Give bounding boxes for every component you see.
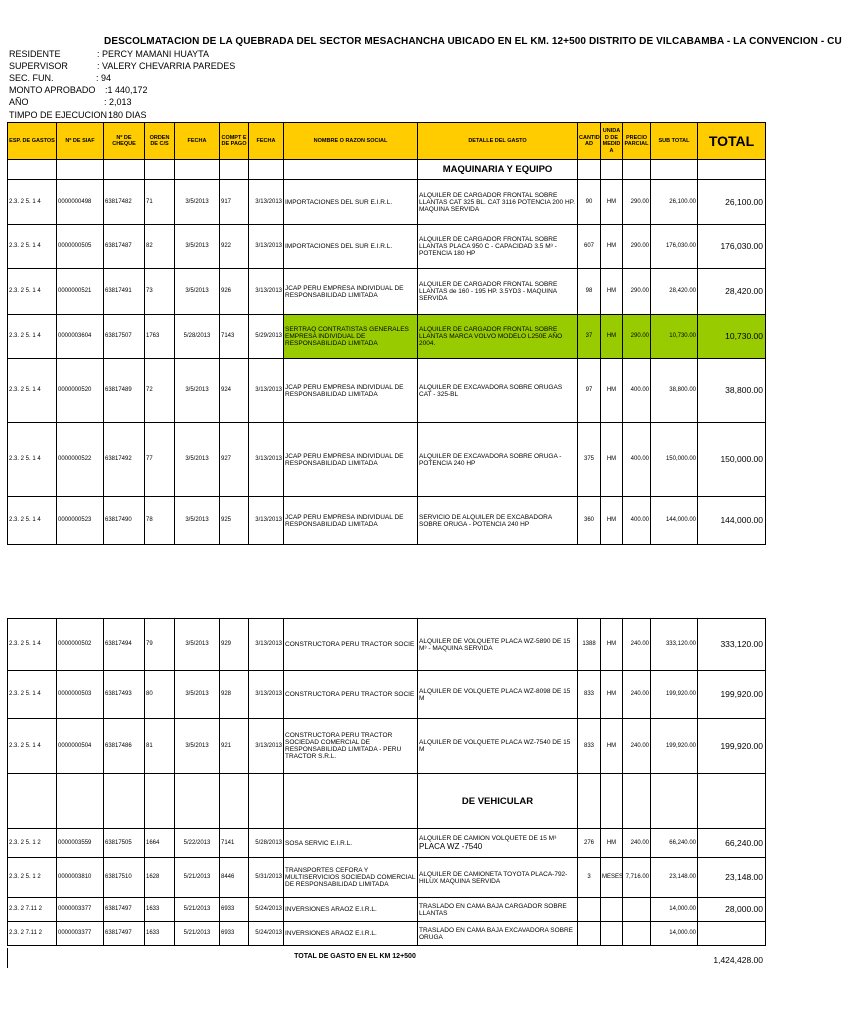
cell-subtotal: 26,100.00 [651,180,698,225]
vehicular-rows [8,829,766,946]
table-row [8,497,766,545]
cell-siaf: 0000000502 [57,619,104,671]
cell-cheque: 63817497 [104,922,145,946]
info-secfun [9,73,112,84]
cell-orden: 79 [145,619,175,671]
cell-unidad [601,922,623,946]
cell-subtotal: 150,000.00 [651,423,698,497]
header-siaf: Nº DE SIAF [57,123,104,160]
cell-nombre: SERTRAQ CONTRATISTAS GENERALES EMPRESA INDIVIDUAL DE RESPONSABILIDAD LIMITADA [284,315,418,359]
cell-esp: 2.3. 2 5. 1 2 [8,829,57,858]
cell-fecha-2: 5/29/2013 [249,315,284,359]
cell-cantidad: 833 [578,671,601,719]
table-row [8,898,766,922]
cell-esp: 2.3. 2 5. 1 4 [8,497,57,545]
cell-detalle [418,829,578,858]
cell-cantidad: 98 [578,269,601,315]
cell-precio [623,922,651,946]
cell-esp: 2.3. 2 5. 1 4 [8,359,57,423]
table-row [8,719,766,774]
cell-precio: 240.00 [623,719,651,774]
cell-orden: 73 [145,269,175,315]
tiempo-label: TIMPO DE EJECUCION : [9,110,113,120]
cell-fecha: 3/5/2013 [175,225,220,269]
header-cheque: Nº DE CHEQUE [104,123,145,160]
header-detalle: DETALLE DEL GASTO [418,123,578,160]
tiempo-value: 180 DIAS [108,110,147,120]
table-row [8,359,766,423]
cell-total: 333,120.00 [698,619,766,671]
cell-compte: 928 [220,671,249,719]
section-vehicular: DE VEHICULAR [418,774,578,829]
residente-value: : PERCY MAMANI HUAYTA [97,49,210,59]
table-row [8,858,766,898]
supervisor-label: SUPERVISOR [9,61,68,71]
cell-fecha-2: 5/24/2013 [249,922,284,946]
cell-fecha: 3/5/2013 [175,180,220,225]
cell-siaf: 0000000520 [57,359,104,423]
cell-unidad [601,898,623,922]
table-row [8,315,766,359]
cell-siaf: 0000003377 [57,898,104,922]
cell-fecha: 3/5/2013 [175,497,220,545]
cell-nombre: CONSTRUCTORA PERU TRACTOR SOCIE [284,619,418,671]
residente-label: RESIDENTE [9,49,61,59]
table-row [8,829,766,858]
table-row [8,922,766,946]
cell-compte: 7141 [220,829,249,858]
cell-detalle: SERVICIO DE ALQUILER DE EXCABADORA SOBRE ORUGA - POTENCIA 240 HP [418,497,578,545]
cell-total: 10,730.00 [698,315,766,359]
cell-esp: 2.3. 2 5. 1 2 [8,858,57,898]
cell-orden: 1664 [145,829,175,858]
cell-detalle: ALQUILER DE VOLQUETE PLACA WZ-7540 DE 15 M [418,719,578,774]
cell-esp: 2.3. 2 5. 1 4 [8,619,57,671]
cell-orden: 71 [145,180,175,225]
cell-fecha-2: 3/13/2013 [249,497,284,545]
cell-total: 26,100.00 [698,180,766,225]
cell-detalle: ALQUILER DE CARGADOR FRONTAL SOBRE LLANTAS de 160 - 195 HP. 3.5YD3 - MAQUINA SERVIDA [418,269,578,315]
cell-nombre: INVERSIONES ARAOZ E.I.R.L. [284,922,418,946]
cell-detalle: TRASLADO EN CAMA BAJA EXCAVADORA SOBRE ORUGA [418,922,578,946]
cell-fecha: 5/22/2013 [175,829,220,858]
cell-unidad: HM [601,225,623,269]
cell-precio: 400.00 [623,423,651,497]
table-row [8,619,766,671]
cell-cantidad: 37 [578,315,601,359]
volquete-rows [8,619,766,774]
cell-cantidad: 360 [578,497,601,545]
header-compte: COMPT E DE PAGO [220,123,249,160]
cell-cheque: 63817505 [104,829,145,858]
cell-cantidad: 97 [578,359,601,423]
monto-label: MONTO APROBADO [9,85,96,95]
expense-table-top [7,122,766,545]
maquinaria-rows [8,180,766,545]
cell-esp: 2.3. 2 5. 1 4 [8,671,57,719]
cell-orden: 72 [145,359,175,423]
cell-unidad: HM [601,359,623,423]
cell-precio [623,898,651,922]
cell-unidad: HM [601,719,623,774]
cell-total: 176,030.00 [698,225,766,269]
cell-precio: 290.00 [623,269,651,315]
header-orden: ORDEN DE C/S [145,123,175,160]
document-title: DESCOLMATACION DE LA QUEBRADA DEL SECTOR MESACHANCHA UBICADO EN EL KM. 12+500 DISTRITO DE VILCABAMBA - LA CONVENCION - CU [104,36,842,47]
secfun-value: : 94 [96,73,112,83]
cell-detalle: ALQUILER DE VOLQUETE PLACA WZ-5890 DE 15 M³ - MAQUINA SERVIDA [418,619,578,671]
secfun-label: SEC. FUN. [9,73,54,83]
cell-compte: 929 [220,619,249,671]
cell-fecha: 5/21/2013 [175,898,220,922]
cell-subtotal: 144,000.00 [651,497,698,545]
cell-total [698,922,766,946]
cell-siaf: 0000003559 [57,829,104,858]
cell-cantidad: 375 [578,423,601,497]
cell-cheque: 63817482 [104,180,145,225]
cell-unidad: HM [601,497,623,545]
cell-fecha-2: 3/13/2013 [249,359,284,423]
section-row-vehicular [8,774,766,829]
table-row [8,423,766,497]
cell-subtotal: 333,120.00 [651,619,698,671]
cell-siaf: 0000000523 [57,497,104,545]
cell-cantidad: 3 [578,858,601,898]
cell-nombre: JCAP PERU EMPRESA INDIVIDUAL DE RESPONSABILIDAD LIMITADA [284,423,418,497]
cell-detalle-placa: PLACA WZ -7540 [419,842,483,851]
cell-siaf: 0000003377 [57,922,104,946]
header-cantidad: CANTID AD [578,123,601,160]
cell-esp: 2.3. 2 7.11 2 [8,922,57,946]
cell-orden: 1633 [145,898,175,922]
header-fecha-2: FECHA [249,123,284,160]
cell-compte: 927 [220,423,249,497]
header-row [8,123,766,160]
cell-detalle: ALQUILER DE CARGADOR FRONTAL SOBRE LLANTAS CAT 325 BL. CAT 3116 POTENCIA 200 HP. MAQUINA SERVIDA [418,180,578,225]
cell-compte: 8446 [220,858,249,898]
cell-unidad: HM [601,180,623,225]
cell-siaf: 0000000498 [57,180,104,225]
cell-precio: 7,716.00 [623,858,651,898]
cell-esp: 2.3. 2 5. 1 4 [8,225,57,269]
cell-fecha-2: 5/28/2013 [249,829,284,858]
cell-cheque: 63817490 [104,497,145,545]
cell-esp: 2.3. 2 5. 1 4 [8,180,57,225]
cell-unidad: HM [601,619,623,671]
cell-nombre: JCAP PERU EMPRESA INDIVIDUAL DE RESPONSABILIDAD LIMITADA [284,359,418,423]
cell-cheque: 63817497 [104,898,145,922]
anio-value: : 2,013 [104,97,132,107]
info-anio [9,97,132,108]
cell-esp: 2.3. 2 5. 1 4 [8,719,57,774]
cell-detalle: ALQUILER DE EXCAVADORA SOBRE ORUGAS CAT - 325-BL [418,359,578,423]
info-monto [9,85,148,96]
cell-compte: 6933 [220,898,249,922]
cell-cheque: 63817486 [104,719,145,774]
cell-compte: 922 [220,225,249,269]
cell-cheque: 63817510 [104,858,145,898]
cell-compte: 7143 [220,315,249,359]
cell-cheque: 63817489 [104,359,145,423]
cell-subtotal: 199,920.00 [651,719,698,774]
cell-cheque: 63817494 [104,619,145,671]
cell-subtotal: 14,000.00 [651,922,698,946]
cell-precio: 400.00 [623,497,651,545]
cell-total: 150,000.00 [698,423,766,497]
cell-compte: 924 [220,359,249,423]
cell-nombre: TRANSPORTES CEFORA Y MULTISERVICIOS SOCIEDAD COMERCIAL DE RESPONSABILIDAD LIMITADA [284,858,418,898]
cell-subtotal: 38,800.00 [651,359,698,423]
cell-cheque: 63817492 [104,423,145,497]
cell-nombre: JCAP PERU EMPRESA INDIVIDUAL DE RESPONSABILIDAD LIMITADA [284,497,418,545]
cell-precio: 240.00 [623,619,651,671]
cell-detalle: ALQUILER DE EXCAVADORA SOBRE ORUGA - POTENCIA 240 HP [418,423,578,497]
cell-orden: 81 [145,719,175,774]
expense-table-bottom [7,618,766,946]
cell-fecha-2: 5/24/2013 [249,898,284,922]
cell-siaf: 0000003810 [57,858,104,898]
cell-esp: 2.3. 2 5. 1 4 [8,269,57,315]
info-supervisor [9,61,236,72]
cell-fecha-2: 5/31/2013 [249,858,284,898]
cell-esp: 2.3. 2 5. 1 4 [8,423,57,497]
cell-siaf: 0000000504 [57,719,104,774]
cell-nombre: IMPORTACIONES DEL SUR E.I.R.L. [284,225,418,269]
cell-cheque: 63817491 [104,269,145,315]
cell-cantidad: 276 [578,829,601,858]
cell-fecha: 3/5/2013 [175,719,220,774]
cell-nombre: INVERSIONES ARAOZ E.I.R.L. [284,898,418,922]
cell-unidad: HM [601,671,623,719]
cell-cantidad: 833 [578,719,601,774]
header-unidad: UNIDA D DE MEDID A [601,123,623,160]
cell-subtotal: 199,920.00 [651,671,698,719]
supervisor-value: : VALERY CHEVARRIA PAREDES [97,61,236,71]
cell-precio: 400.00 [623,359,651,423]
cell-fecha-2: 3/13/2013 [249,423,284,497]
cell-orden: 1763 [145,315,175,359]
cell-unidad: HM [601,829,623,858]
info-tiempo [9,110,147,121]
header-nombre: NOMBRE O RAZON SOCIAL [284,123,418,160]
left-border-line [7,948,8,968]
info-residente [9,49,210,60]
cell-nombre: JCAP PERU EMPRESA INDIVIDUAL DE RESPONSABILIDAD LIMITADA [284,269,418,315]
cell-compte: 926 [220,269,249,315]
cell-nombre: CONSTRUCTORA PERU TRACTOR SOCIEDAD COMERCIAL DE RESPONSABILIDAD LIMITADA - PERU TRACTOR S.R.L. [284,719,418,774]
table-row [8,269,766,315]
cell-precio: 290.00 [623,225,651,269]
cell-total: 199,920.00 [698,671,766,719]
cell-compte: 6933 [220,922,249,946]
cell-fecha-2: 3/13/2013 [249,619,284,671]
cell-cantidad [578,922,601,946]
table-row [8,671,766,719]
cell-detalle: ALQUILER DE CARGADOR FRONTAL SOBRE LLANTAS MARCA VOLVO MODELO L250E AÑO 2004. [418,315,578,359]
cell-siaf: 0000000505 [57,225,104,269]
cell-orden: 1633 [145,922,175,946]
cell-detalle-line: ALQUILER DE CAMION VOLQUETE DE 15 M³ [419,835,557,842]
cell-fecha-2: 3/13/2013 [249,719,284,774]
cell-cantidad: 1388 [578,619,601,671]
cell-siaf: 0000003604 [57,315,104,359]
cell-precio: 240.00 [623,671,651,719]
cell-fecha-2: 3/13/2013 [249,225,284,269]
header-subtotal: SUB TOTAL [651,123,698,160]
cell-compte: 925 [220,497,249,545]
header-esp: ESP. DE GASTOS [8,123,57,160]
cell-nombre: CONSTRUCTORA PERU TRACTOR SOCIE [284,671,418,719]
cell-compte: 917 [220,180,249,225]
cell-subtotal: 28,420.00 [651,269,698,315]
cell-fecha: 5/28/2013 [175,315,220,359]
cell-detalle: ALQUILER DE VOLQUETE PLACA WZ-8098 DE 15 M [418,671,578,719]
cell-total: 66,240.00 [698,829,766,858]
cell-fecha-2: 3/13/2013 [249,671,284,719]
cell-cheque: 63817507 [104,315,145,359]
cell-fecha: 3/5/2013 [175,671,220,719]
cell-detalle: ALQUILER DE CAMIONETA TOYOTA PLACA-792-HILUX MAQUINA SERVIDA [418,858,578,898]
cell-cantidad: 90 [578,180,601,225]
cell-siaf: 0000000522 [57,423,104,497]
cell-precio: 240.00 [623,829,651,858]
cell-unidad: MESES [601,858,623,898]
cell-fecha: 3/5/2013 [175,423,220,497]
cell-subtotal: 10,730.00 [651,315,698,359]
cell-fecha: 3/5/2013 [175,359,220,423]
monto-value: :1 440,172 [105,85,148,95]
cell-fecha: 5/21/2013 [175,858,220,898]
cell-total: 38,800.00 [698,359,766,423]
cell-cheque: 63817493 [104,671,145,719]
cell-siaf: 0000000503 [57,671,104,719]
header-fecha: FECHA [175,123,220,160]
cell-cheque: 63817487 [104,225,145,269]
cell-esp: 2.3. 2 7.11 2 [8,898,57,922]
cell-siaf: 0000000521 [57,269,104,315]
cell-unidad: HM [601,315,623,359]
cell-precio: 290.00 [623,180,651,225]
cell-fecha: 5/21/2013 [175,922,220,946]
cell-fecha-2: 3/13/2013 [249,180,284,225]
cell-esp: 2.3. 2 5. 1 4 [8,315,57,359]
cell-orden: 80 [145,671,175,719]
cell-nombre: IMPORTACIONES DEL SUR E.I.R.L. [284,180,418,225]
section-maquinaria: MAQUINARIA Y EQUIPO [418,160,578,180]
cell-subtotal: 66,240.00 [651,829,698,858]
cell-total: 23,148.00 [698,858,766,898]
cell-total: 199,920.00 [698,719,766,774]
cell-orden: 1628 [145,858,175,898]
cell-unidad: HM [601,269,623,315]
header-total: TOTAL [698,123,766,160]
cell-fecha: 3/5/2013 [175,619,220,671]
cell-orden: 78 [145,497,175,545]
cell-subtotal: 14,000.00 [651,898,698,922]
cell-compte: 921 [220,719,249,774]
cell-total: 144,000.00 [698,497,766,545]
cell-total: 28,420.00 [698,269,766,315]
cell-unidad: HM [601,423,623,497]
footer-total-label: TOTAL DE GASTO EN EL KM 12+500 [294,953,416,960]
cell-fecha: 3/5/2013 [175,269,220,315]
cell-precio: 290.00 [623,315,651,359]
cell-cantidad [578,898,601,922]
anio-label: AÑO [9,97,29,107]
cell-fecha-2: 3/13/2013 [249,269,284,315]
cell-nombre: SOSA SERVIC E.I.R.L. [284,829,418,858]
table-row [8,225,766,269]
cell-subtotal: 23,148.00 [651,858,698,898]
section-row-maquinaria [8,160,766,180]
cell-cantidad: 607 [578,225,601,269]
cell-subtotal: 176,030.00 [651,225,698,269]
header-precio: PRECIO PARCIAL [623,123,651,160]
footer-total-value: 1,424,428.00 [713,955,763,965]
cell-orden: 77 [145,423,175,497]
cell-total: 28,000.00 [698,898,766,922]
table-row [8,180,766,225]
cell-detalle: ALQUILER DE CARGADOR FRONTAL SOBRE LLANTAS PLACA 950 C - CAPACIDAD 3.5 M³ - POTENCIA 180 HP [418,225,578,269]
cell-orden: 82 [145,225,175,269]
cell-detalle: TRASLADO EN CAMA BAJA CARGADOR SOBRE LLANTAS [418,898,578,922]
